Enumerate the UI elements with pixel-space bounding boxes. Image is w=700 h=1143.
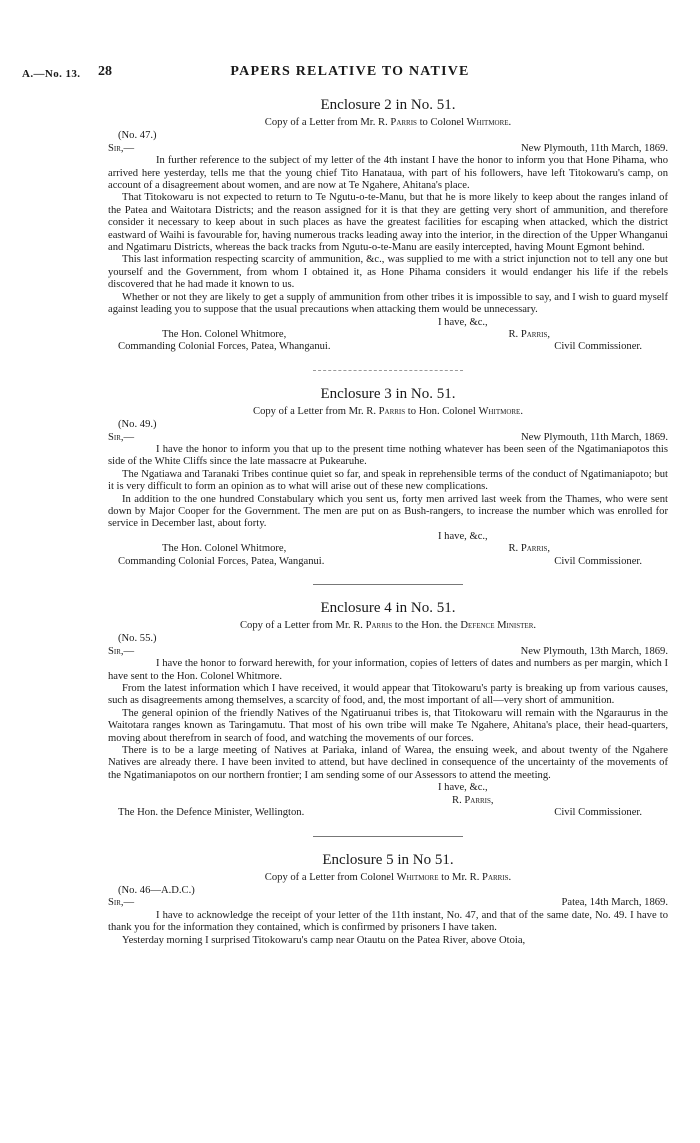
paragraph: Whether or not they are likely to get a supply of ammunition from other tribes it is impossible to say, and I wish to guard myself against leading you to suppose that the usual precautions when attacking them would be unnecessary. bbox=[108, 291, 668, 316]
paragraph: There is to be a large meeting of Natives at Pariaka, inland of Warea, the ensuing week, and about twenty of the Ngahere Natives are already there. I have been invited to attend, but have declined in consequence of the uncertainty of the movements of the Ngatimaniapotos on our northern frontier; I am sending some of our Assessors to attend the meeting. bbox=[108, 745, 668, 781]
letter-reference: (No. 49.) bbox=[118, 419, 157, 431]
place-date: Patea, 14th March, 1869. bbox=[561, 897, 668, 909]
enclosure-title: Enclosure 2 in No. 51. bbox=[320, 97, 456, 113]
place-date: New Plymouth, 13th March, 1869. bbox=[520, 645, 668, 657]
closing: I have, &c., bbox=[438, 782, 488, 794]
addressee: The Hon. Colonel Whitmore, bbox=[162, 328, 287, 340]
paragraph: Yesterday morning I surprised Titokowaru's camp near Otautu on the Patea River, above Otoia, bbox=[122, 934, 526, 946]
series-number: A.—No. 13. bbox=[22, 68, 81, 80]
letter-reference: (No. 46—A.D.C.) bbox=[118, 884, 195, 896]
signature: R. Parris, bbox=[452, 794, 494, 806]
place-date: New Plymouth, 11th March, 1869. bbox=[520, 431, 668, 443]
addressee-row bbox=[108, 807, 668, 819]
enclosure-3 bbox=[108, 385, 668, 568]
enclosure-title: Enclosure 5 in No 51. bbox=[322, 851, 454, 868]
salutation-row bbox=[108, 646, 668, 658]
paragraph: I have the honor to forward herewith, for your information, copies of letters of dates and numbers as per margin, which I have sent to the Hon. Colonel Whitmore. bbox=[108, 658, 668, 682]
addressee-row-2 bbox=[108, 556, 668, 568]
paragraph: From the latest information which I have received, it would appear that Titokowaru's party is breaking up from various causes, such as disagreements among themselves, a scarcity of food, and, the most important of all—very short of ammunition. bbox=[108, 683, 668, 707]
paragraph: In addition to the one hundred Constabulary which you sent us, forty men arrived last week from the Thames, who were sent down by Major Cooper for the Government. The men are put on as Bush-rangers, to increase the number which was enrolled for service in December last, about forty. bbox=[108, 493, 668, 530]
document-body bbox=[108, 96, 668, 947]
enclosure-title: Enclosure 4 in No. 51. bbox=[320, 600, 456, 616]
copy-line: Copy of a Letter from Mr. R. Parris to the Hon. the Defence Minister. bbox=[239, 620, 537, 631]
addressee-line-2: Commanding Colonial Forces, Patea, Whanganui. bbox=[118, 341, 331, 353]
letter-reference: (No. 55.) bbox=[118, 633, 157, 645]
copy-line: Copy of a Letter from Mr. R. Parris to Hon. Colonel Whitmore. bbox=[253, 405, 523, 417]
salutation: Sir,— bbox=[108, 645, 135, 657]
salutation: Sir,— bbox=[108, 897, 135, 909]
salutation-row bbox=[108, 143, 668, 155]
enclosure-2 bbox=[108, 96, 668, 354]
separator-rule bbox=[313, 584, 463, 585]
paragraph: The Ngatiawa and Taranaki Tribes continue quiet so far, and speak in reprehensible terms of the conduct of Ngatimaniapoto; but it is very difficult to form an opinion as to what will arise out of these new complications. bbox=[108, 468, 668, 493]
addressee: The Hon. Colonel Whitmore, bbox=[162, 543, 287, 555]
enclosure-title: Enclosure 3 in No. 51. bbox=[320, 385, 456, 402]
enclosure-4 bbox=[108, 599, 668, 820]
separator-rule bbox=[313, 370, 463, 371]
salutation-row bbox=[108, 432, 668, 444]
enclosure-5 bbox=[108, 851, 668, 947]
paragraph: In further reference to the subject of my letter of the 4th instant I have the honor to inform you that Hone Pihama, who arrived here yesterday, tells me that the young chief Tito Hanataua, with part of his followers, have left Titokowaru's camp, on account of a disagreement about women, and are now at Te Ngahere, Ahitana's place. bbox=[108, 155, 668, 192]
paragraph: That Titokowaru is not expected to return to Te Ngutu-o-te-Manu, but that he is more likely to keep about the ranges inland of the Patea and Waitotara Districts; and the reason assigned for it is that they are getting very short of ammunition, and therefore consider it necessary to keep about in such places as have the greatest facilities for escaping when attacked, which the district eastward of Waihi is favourable for, having numerous tracks leading away into the interior, in the direction of the Upper Whanganui and Ngatimaru Districts, whereas the back tracks from Ngutu-o-te-Manu are easily intercepted, having Mount Egmont behind. bbox=[108, 192, 668, 254]
closing: I have, &c., bbox=[438, 316, 488, 328]
paragraph: The general opinion of the friendly Natives of the Ngatiruanui tribes is, that Titokowaru will remain with the Ngaraurus in the Waitotara ranges known as Taringamutu. That most of his own tribe will make Te Ngahere, Ahitana's place, their head-quarters, moving about therefrom in search of food, and watching the movements of our forces. bbox=[108, 707, 668, 744]
addressee: The Hon. the Defence Minister, Wellington. bbox=[118, 807, 305, 819]
signature: R. Parris, bbox=[508, 328, 550, 340]
signature-title: Civil Commissioner. bbox=[554, 555, 642, 567]
signature-title: Civil Commissioner. bbox=[554, 807, 642, 819]
addressee-row bbox=[108, 329, 668, 341]
paragraph: I have to acknowledge the receipt of your letter of the 11th instant, No. 47, and that of the same date, No. 49. I have to thank you for the information they contained, which is confirmed by prisoners I have taken. bbox=[108, 909, 668, 934]
running-title: PAPERS RELATIVE TO NATIVE bbox=[230, 64, 470, 79]
salutation: Sir,— bbox=[108, 431, 135, 443]
letter-reference: (No. 47.) bbox=[118, 130, 157, 142]
addressee-row bbox=[108, 543, 668, 555]
copy-line: Copy of a Letter from Mr. R. Parris to Colonel Whitmore. bbox=[264, 117, 512, 128]
copy-line: Copy of a Letter from Colonel Whitmore to Mr. R. Parris. bbox=[264, 871, 512, 883]
place-date: New Plymouth, 11th March, 1869. bbox=[520, 142, 668, 154]
closing: I have, &c., bbox=[438, 530, 488, 542]
salutation: Sir,— bbox=[108, 142, 135, 154]
page-header bbox=[0, 64, 700, 84]
separator-rule bbox=[313, 836, 463, 837]
signature-title: Civil Commissioner. bbox=[554, 341, 642, 353]
page-number: 28 bbox=[98, 64, 112, 79]
addressee-line-2: Commanding Colonial Forces, Patea, Wanganui. bbox=[118, 555, 325, 567]
salutation-row bbox=[108, 897, 668, 909]
signature: R. Parris, bbox=[508, 543, 550, 555]
paragraph: This last information respecting scarcity of ammunition, &c., was supplied to me with a strict injunction not to tell any one but yourself and the Government, from whom I obtained it, as Hone Pihama considers it would endanger his life if the rebels discovered that he had made it known to us. bbox=[108, 254, 668, 291]
paragraph: I have the honor to inform you that up to the present time nothing whatever has been seen of the Ngatimaniapotos this side of the White Cliffs since the late massacre at Pukearuhe. bbox=[108, 443, 668, 468]
addressee-row-2 bbox=[108, 341, 668, 353]
